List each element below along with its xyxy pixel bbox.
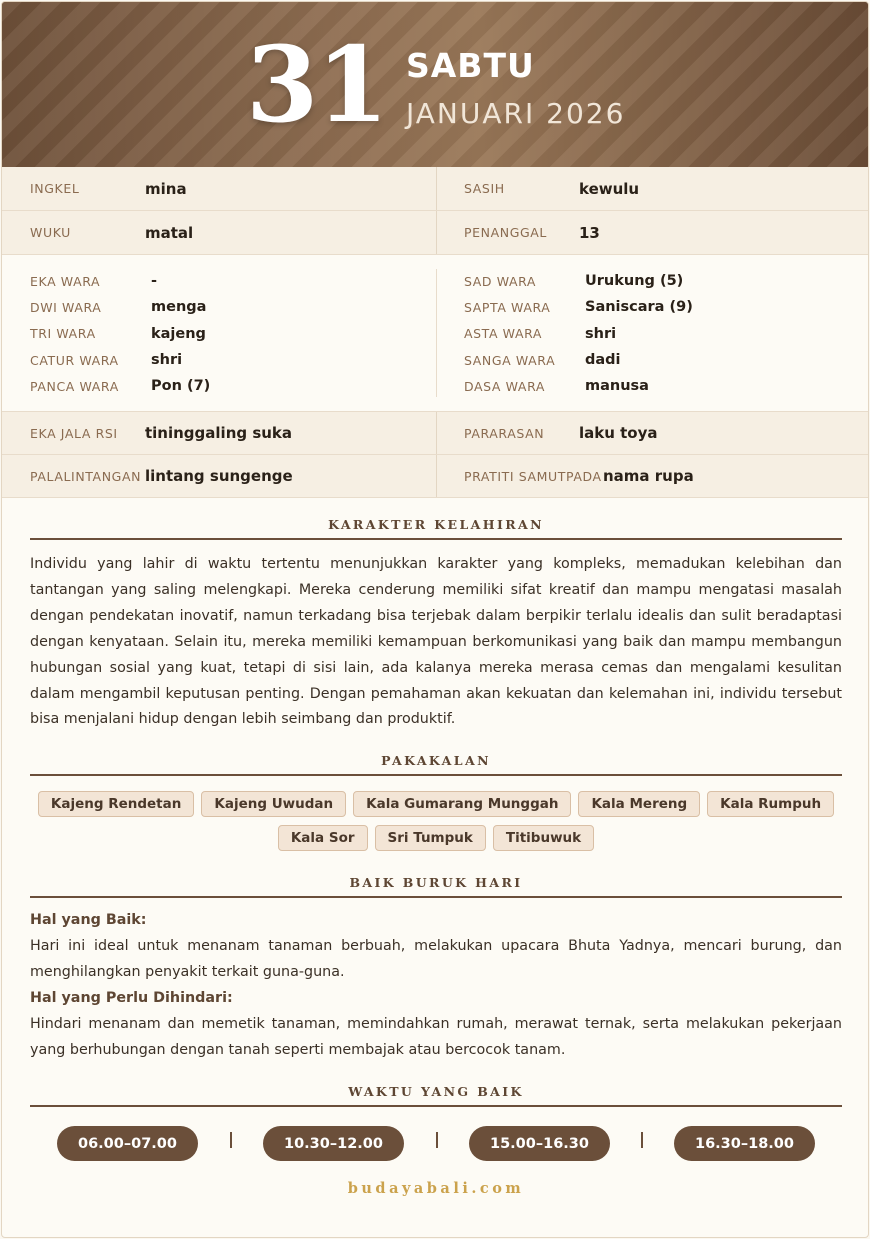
wara-right-column bbox=[464, 268, 864, 399]
pakakalan-tag: Kajeng Uwudan bbox=[201, 791, 346, 817]
karakter-divider bbox=[30, 538, 842, 540]
wara-value: dadi bbox=[585, 352, 621, 369]
wara-value: - bbox=[151, 273, 158, 290]
penanggal-label: PENANGGAL bbox=[464, 225, 547, 240]
good-heading: Hal yang Baik: bbox=[30, 912, 147, 928]
wara-label: SAPTA WARA bbox=[464, 299, 551, 315]
wuku-label: WUKU bbox=[30, 225, 71, 240]
wara-row bbox=[464, 294, 864, 320]
day-number: 31 bbox=[246, 23, 387, 146]
karakter-title: KARAKTER KELAHIRAN bbox=[328, 517, 544, 532]
pakakalan-tag: Kala Sor bbox=[278, 825, 368, 851]
pakakalan-tag: Titibuwuk bbox=[493, 825, 594, 851]
wara-label: SANGA WARA bbox=[464, 352, 556, 368]
pararasan-label: PARARASAN bbox=[464, 425, 545, 441]
time-separator bbox=[230, 1132, 232, 1148]
wara-label: DWI WARA bbox=[30, 299, 102, 315]
wara-value: Urukung (5) bbox=[585, 273, 684, 290]
ingkel-label: INGKEL bbox=[30, 181, 80, 196]
site-footer: budayabali.com bbox=[347, 1180, 525, 1197]
wuku-value: matal bbox=[145, 223, 194, 242]
wara-row bbox=[30, 373, 430, 399]
wara-row bbox=[464, 347, 864, 373]
wara-label: EKA WARA bbox=[30, 273, 101, 289]
sasih-value: kewulu bbox=[579, 179, 640, 198]
pakakalan-title: PAKAKALAN bbox=[381, 753, 491, 768]
karakter-text: Individu yang lahir di waktu tertentu menunjukkan karakter yang kompleks, memadukan kelebihan dan tantangan yang saling melengkapi. Mereka cenderung memiliki sifat kreatif dan mampu mengatasi masalah dengan pendekatan inovatif, namun terkadang bisa terjebak dalam berpikir terlalu idealis dan sulit beradaptasi dengan kenyataan. Selain itu, mereka memiliki kemampuan berkomunikasi yang baik dan mampu membangun hubungan sosial yang kuat, tetapi di sisi lain, ada kalanya mereka merasa cemas dan mengalami kesulitan dalam mengambil keputusan penting. Dengan pemahaman akan kekuatan dan kelemahan ini, individu tersebut bisa menjalani hidup dengan lebih seimbang dan produktif. bbox=[30, 556, 842, 728]
penanggal-value: 13 bbox=[579, 223, 600, 242]
wara-value: Pon (7) bbox=[151, 378, 211, 395]
time-separator bbox=[641, 1132, 643, 1148]
calendar-card bbox=[1, 1, 869, 1238]
info-row-ingkel-sasih bbox=[2, 167, 869, 211]
pakakalan-tag: Kala Rumpuh bbox=[707, 791, 834, 817]
palalintangan-label: PALALINTANGAN bbox=[30, 468, 142, 484]
info-row-palalintangan bbox=[2, 455, 869, 498]
time-slot: 16.30–18.00 bbox=[674, 1126, 815, 1161]
sasih-label: SASIH bbox=[464, 181, 505, 196]
month-year: JANUARI 2026 bbox=[406, 97, 626, 130]
pararasan-value: laku toya bbox=[579, 424, 658, 442]
wara-label: SAD WARA bbox=[464, 273, 537, 289]
info-row-wuku-penanggal bbox=[2, 211, 869, 255]
pakakalan-tags bbox=[30, 791, 842, 851]
wara-row bbox=[464, 268, 864, 294]
baik-buruk-title: BAIK BURUK HARI bbox=[349, 875, 523, 890]
palalintangan-value: lintang sungenge bbox=[145, 467, 293, 485]
time-slot: 10.30–12.00 bbox=[263, 1126, 404, 1161]
avoid-text: Hindari menanam dan memetik tanaman, memindahkan rumah, merawat ternak, serta melakukan pekerjaan yang berhubungan dengan tanah seperti membajak atau bercocok tanam. bbox=[30, 1016, 842, 1058]
wara-row bbox=[30, 347, 430, 373]
wara-left-column bbox=[30, 268, 430, 399]
info-row-jala-rsi bbox=[2, 412, 869, 455]
eka-jala-rsi-value: tininggaling suka bbox=[145, 424, 293, 442]
wara-row bbox=[464, 321, 864, 347]
wara-value: Saniscara (9) bbox=[585, 299, 693, 316]
waktu-title: WAKTU YANG BAIK bbox=[348, 1084, 524, 1099]
pakakalan-tag: Kala Gumarang Munggah bbox=[353, 791, 571, 817]
date-header bbox=[2, 2, 869, 167]
wara-label: ASTA WARA bbox=[464, 326, 543, 342]
pakakalan-tag: Sri Tumpuk bbox=[375, 825, 486, 851]
wara-grid bbox=[2, 255, 869, 412]
wara-row bbox=[30, 321, 430, 347]
wara-row bbox=[30, 294, 430, 320]
wara-row bbox=[30, 268, 430, 294]
baik-buruk-divider bbox=[30, 896, 842, 898]
good-text: Hari ini ideal untuk menanam tanaman berbuah, melakukan upacara Bhuta Yadnya, mencari burung, dan menghilangkan penyakit terkait guna-guna. bbox=[30, 938, 842, 980]
wara-row bbox=[464, 373, 864, 399]
pakakalan-divider bbox=[30, 774, 842, 776]
pakakalan-tag: Kala Mereng bbox=[578, 791, 700, 817]
pratiti-samutpada-value: nama rupa bbox=[603, 467, 694, 485]
wara-value: shri bbox=[151, 352, 183, 369]
wara-value: shri bbox=[585, 325, 617, 342]
avoid-heading: Hal yang Perlu Dihindari: bbox=[30, 990, 233, 1006]
waktu-divider bbox=[30, 1105, 842, 1107]
time-slot: 06.00–07.00 bbox=[57, 1126, 198, 1161]
wara-label: TRI WARA bbox=[30, 326, 96, 342]
wara-value: kajeng bbox=[151, 325, 206, 342]
wara-label: DASA WARA bbox=[464, 378, 546, 394]
pratiti-samutpada-label: PRATITI SAMUTPADA bbox=[464, 468, 602, 484]
ingkel-value: mina bbox=[145, 179, 187, 198]
time-slot: 15.00–16.30 bbox=[469, 1126, 610, 1161]
wara-value: manusa bbox=[585, 378, 649, 395]
pakakalan-tag: Kajeng Rendetan bbox=[38, 791, 195, 817]
eka-jala-rsi-label: EKA JALA RSI bbox=[30, 425, 118, 441]
wara-value: menga bbox=[151, 299, 207, 316]
time-slots bbox=[30, 1126, 842, 1162]
day-name: SABTU bbox=[406, 46, 535, 85]
time-separator bbox=[436, 1132, 438, 1148]
wara-label: PANCA WARA bbox=[30, 378, 119, 394]
wara-label: CATUR WARA bbox=[30, 352, 119, 368]
